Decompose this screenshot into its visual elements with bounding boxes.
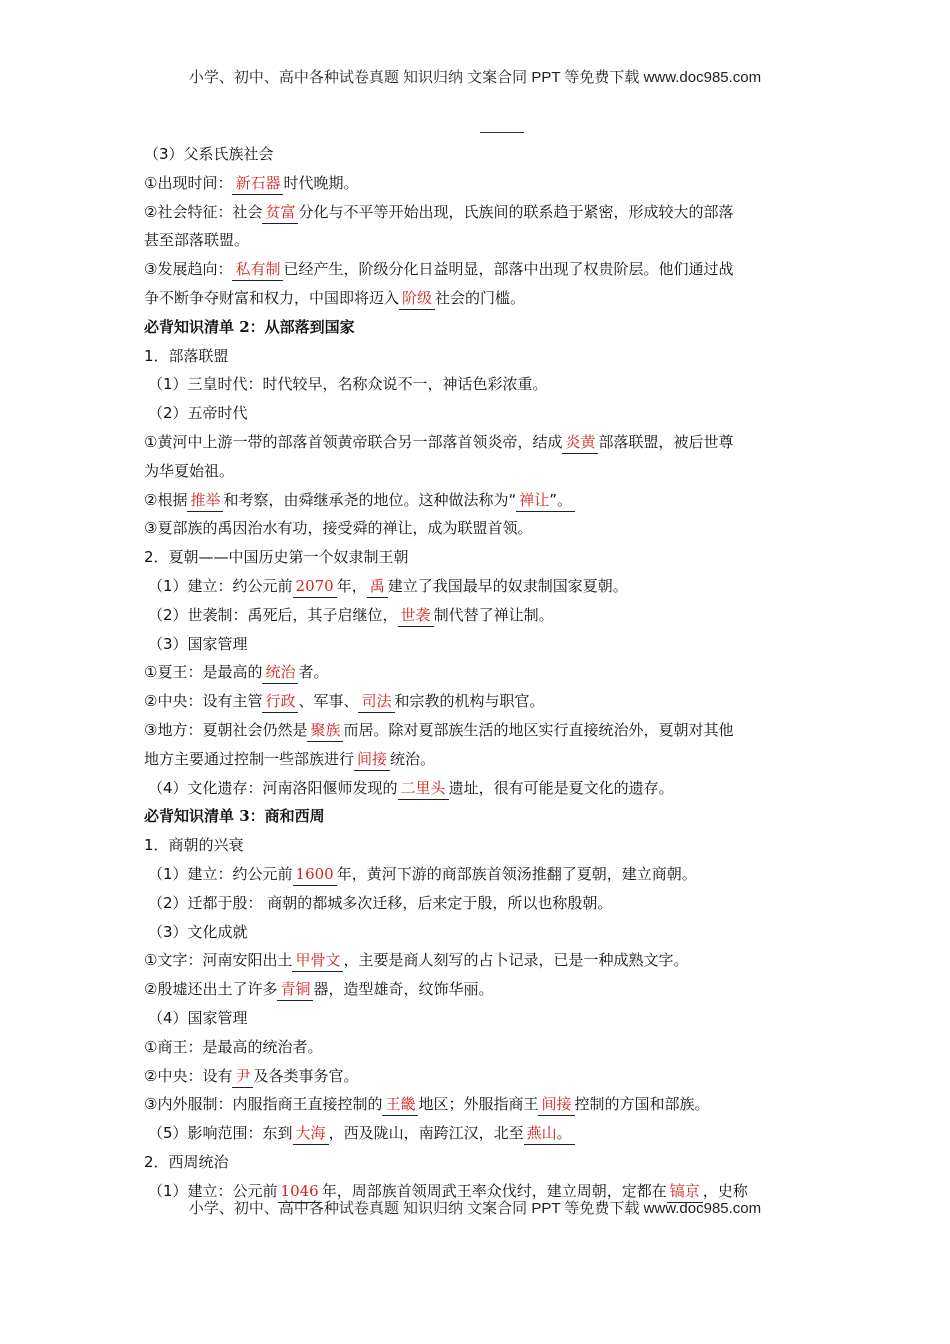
text: ，西及陇山，南跨江汉，北至 [328, 1124, 524, 1143]
answer-blank [398, 777, 449, 800]
answer-blank [293, 575, 337, 598]
list-heading: 必背知识清单 2：从部落到国家 [144, 317, 355, 336]
answer-blank [398, 604, 434, 627]
answer-blank [538, 1093, 574, 1116]
answer-blank [367, 575, 388, 598]
answer-blank [307, 719, 343, 742]
answer-text: 尹 [235, 1066, 251, 1085]
text: 遗址，很有可能是夏文化的遗存。 [448, 778, 674, 797]
text: ③发展趋向： [144, 260, 233, 279]
text: ①黄河中上游一带的部落首领黄帝联合另一部落首领炎帝，结成 [144, 432, 563, 451]
answer-text: 司法 [361, 692, 392, 711]
paragraph: （2）迁都于殷： 商朝的都城多次迁移，后来定于殷，所以也称殷朝。 [148, 893, 613, 912]
answer-blank [524, 1122, 575, 1145]
text: 地方主要通过控制一些部族进行 [144, 749, 355, 768]
header-banner: 小学、初中、高中各种试卷真题 知识归纳 文案合同 PPT 等免费下载 www.doc985.com [188, 69, 762, 86]
answer-blank [292, 949, 343, 972]
paragraph [144, 572, 814, 601]
answer-text: 贫富 [265, 202, 296, 221]
answer-blank [516, 489, 575, 512]
answer-text: 世袭 [400, 605, 431, 624]
text: 地区；外服指商王 [418, 1095, 539, 1114]
paragraph [144, 198, 814, 227]
text: 。 [556, 1124, 572, 1143]
answer-text: 王畿 [385, 1095, 416, 1114]
answer-blank [232, 1065, 253, 1088]
answer-text: 燕山 [526, 1124, 557, 1143]
text: （1）建立：约公元前 [148, 864, 293, 883]
answer-text: 炎黄 [565, 432, 596, 451]
answer-text: 统治 [265, 663, 296, 682]
text: ”。 [549, 490, 573, 509]
paragraph [144, 716, 814, 745]
answer-text: 大海 [295, 1124, 326, 1143]
text: 统治。 [390, 749, 436, 768]
paragraph: ③夏部族的禹因治水有功，接受舜的禅让，成为联盟首领。 [144, 519, 533, 538]
text: （1）建立：约公元前 [148, 576, 293, 595]
answer-blank [187, 489, 223, 512]
text: 社会的门槛。 [435, 288, 526, 307]
text: 时代晚期。 [283, 173, 359, 192]
text: 分化与不平等开始出现，氏族间的联系趋于紧密，形成较大的部落 [298, 202, 734, 221]
answer-text: 阶级 [402, 288, 433, 307]
paragraph: （4）国家管理 [148, 1008, 248, 1027]
text: ①出现时间： [144, 173, 233, 192]
footer-banner: 小学、初中、高中各种试卷真题 知识归纳 文案合同 PPT 等免费下载 www.doc985.com [188, 1200, 762, 1217]
paragraph [144, 946, 814, 975]
paragraph [144, 860, 814, 889]
paragraph [144, 255, 814, 284]
answer-blank [382, 1093, 418, 1116]
answer-blank [562, 431, 598, 454]
text: 已经产生，阶级分化日益明显，部落中出现了权贵阶层。他们通过战 [283, 260, 734, 279]
text: 及各类事务官。 [253, 1066, 359, 1085]
paragraph [144, 1090, 814, 1119]
answer-text: 禅让 [519, 490, 550, 509]
answer-text: 私有制 [235, 260, 281, 279]
answer-text: 2070 [295, 576, 334, 595]
answer-text: 禹 [369, 576, 385, 595]
text: （2）世袭制：禹死后，其子启继位， [148, 605, 398, 624]
text: 控制的方国和部族。 [574, 1095, 710, 1114]
answer-blank [354, 748, 390, 771]
answer-text: 推举 [190, 490, 221, 509]
text: ①夏王：是最高的 [144, 663, 263, 682]
text: 器，造型雄奇，纹饰华丽。 [313, 980, 494, 999]
list-heading: 必背知识清单 3：商和西周 [144, 807, 325, 826]
subsection-heading: 2．夏朝——中国历史第一个奴隶制王朝 [144, 548, 409, 567]
text: 和宗教的机构与职官。 [394, 692, 545, 711]
paragraph [144, 774, 814, 803]
text: ③内外服制：内服指商王直接控制的 [144, 1095, 383, 1114]
subsection-heading: 1．部落联盟 [144, 346, 229, 365]
answer-blank [293, 863, 337, 886]
answer-text: 1046 [280, 1181, 319, 1200]
paragraph: （3）文化成就 [148, 922, 248, 941]
text: （1）建立：公元前 [148, 1181, 278, 1200]
answer-text: 1600 [295, 864, 334, 883]
text: ②根据 [144, 490, 188, 509]
answer-text: 间接 [357, 749, 388, 768]
text: 者。 [298, 663, 329, 682]
answer-blank [293, 1122, 329, 1145]
text: 制代替了禅让制。 [433, 605, 554, 624]
answer-blank [262, 690, 298, 713]
answer-text: 镐京 [669, 1181, 700, 1200]
paragraph-cont: 甚至部落联盟。 [144, 231, 250, 250]
text: ①文字：河南安阳出土 [144, 951, 293, 970]
header-divider [480, 132, 524, 133]
text: ②中央：设有主管 [144, 692, 263, 711]
paragraph: （1）三皇时代：时代较早，名称众说不一，神话色彩浓重。 [148, 375, 548, 394]
paragraph [144, 428, 814, 457]
answer-blank [277, 978, 313, 1001]
paragraph [144, 486, 814, 515]
paragraph [144, 975, 814, 1004]
answer-text: 聚族 [310, 720, 341, 739]
text: 争不断争夺财富和权力，中国即将迈入 [144, 288, 400, 307]
answer-blank [232, 172, 283, 195]
answer-blank [358, 690, 394, 713]
paragraph-cont [144, 284, 814, 313]
paragraph: （3）国家管理 [148, 634, 248, 653]
text: ②殷墟还出土了许多 [144, 980, 278, 999]
paragraph: ①商王：是最高的统治者。 [144, 1037, 323, 1056]
text: 和考察，由舜继承尧的地位。这种做法称为“ [223, 490, 517, 509]
paragraph-cont: 为华夏始祖。 [144, 461, 235, 480]
text: ③地方：夏朝社会仍然是 [144, 720, 308, 739]
text: 而居。除对夏部族生活的地区实行直接统治外，夏朝对其他 [343, 720, 734, 739]
paragraph [144, 658, 814, 687]
answer-blank [262, 201, 298, 224]
subsection-heading: 1．商朝的兴衰 [144, 836, 244, 855]
paragraph [144, 1062, 814, 1091]
answer-blank [399, 287, 435, 310]
text: （5）影响范围：东到 [148, 1124, 293, 1143]
answer-text: 间接 [541, 1095, 572, 1114]
answer-blank [232, 258, 283, 281]
paragraph [144, 687, 814, 716]
text: ，主要是商人刻写的占卜记录，已是一种成熟文字。 [343, 951, 689, 970]
paragraph [144, 601, 814, 630]
answer-text: 甲骨文 [295, 951, 341, 970]
answer-text: 行政 [265, 692, 296, 711]
answer-text: 二里头 [400, 778, 446, 797]
text: 部落联盟，被后世尊 [598, 432, 734, 451]
text: 年， [336, 576, 367, 595]
answer-text: 青铜 [280, 980, 311, 999]
subsection-heading: 2．西周统治 [144, 1152, 229, 1171]
paragraph [144, 1119, 814, 1148]
answer-blank [262, 661, 298, 684]
text: ②中央：设有 [144, 1066, 233, 1085]
text: 年，周部族首领周武王率众伐纣，建立周朝，定都在 [321, 1181, 667, 1200]
text: 年，黄河下游的商部族首领汤推翻了夏朝，建立商朝。 [336, 864, 697, 883]
paragraph [144, 169, 814, 198]
text: ，史称 [702, 1181, 748, 1200]
text: （4）文化遗存：河南洛阳偃师发现的 [148, 778, 398, 797]
section-heading: （3）父系氏族社会 [144, 145, 274, 163]
document-body [144, 140, 814, 1205]
paragraph-cont [144, 745, 814, 774]
text: 建立了我国最早的奴隶制国家夏朝。 [387, 576, 628, 595]
text: ②社会特征：社会 [144, 202, 263, 221]
text: 、军事、 [298, 692, 359, 711]
paragraph: （2）五帝时代 [148, 404, 248, 423]
answer-text: 新石器 [235, 173, 281, 192]
